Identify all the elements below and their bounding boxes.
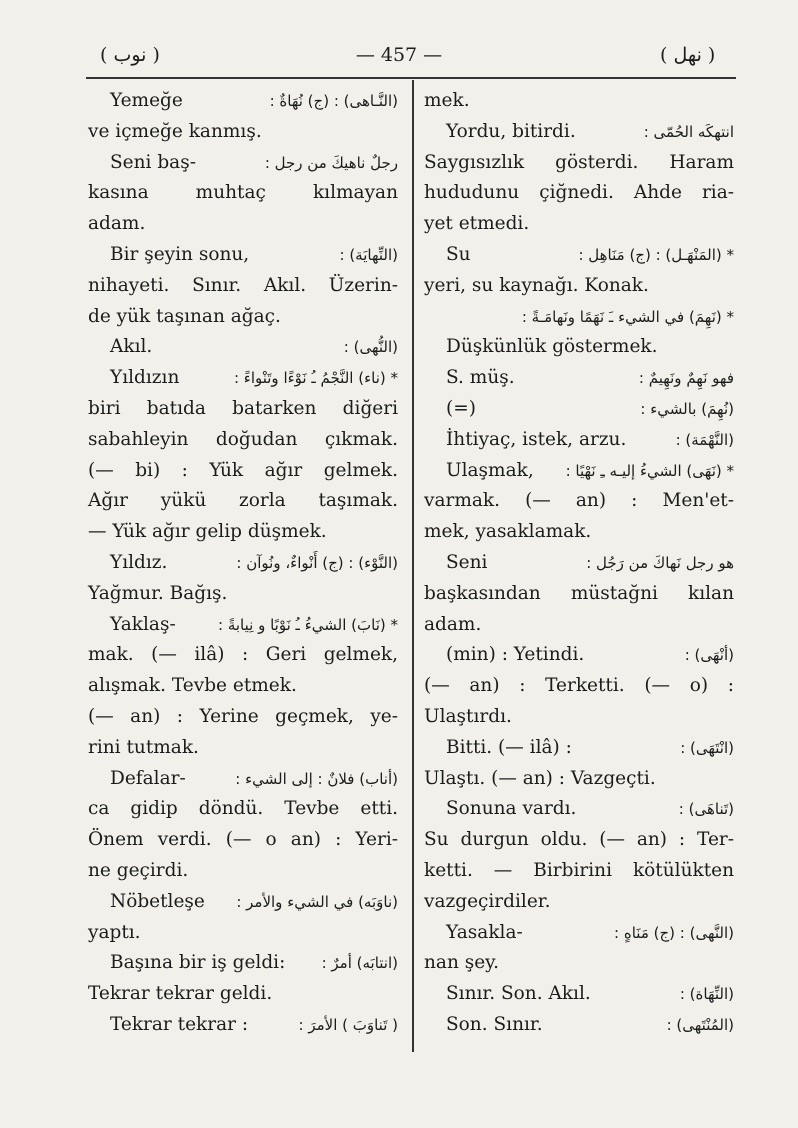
entry-text: Ulaştırdı. [424,705,512,727]
entry-line [424,856,734,887]
entry-line [424,918,734,949]
arabic-headword: (تَناهَى) : [678,800,734,819]
arabic-headword: هو رجل نَهاكَ من رَجُل : [586,553,734,572]
entry-line [88,302,398,333]
entry-text: Defalar- [110,767,186,789]
entry-line [424,517,734,548]
entry-line [88,394,398,425]
entry-text: kasına muhtaç kılmayan [88,182,398,204]
entry-line [424,948,734,979]
arabic-headword: فهو نَهِمٌ ونَهِيمٌ : [638,369,734,388]
entry-line [424,209,734,240]
arabic-headword: * (نَابَ) الشيءُ ـُ نَوْبًا و نِيابةً : [218,615,398,634]
entry-line [88,825,398,856]
entry-text: adam. [88,213,146,235]
entry-text: Sınır. Son. Akıl. [446,983,591,1005]
entry-text: nihayeti. Sınır. Akıl. Üzerin- [88,274,398,296]
arabic-headword: (أنْهَى) : [684,646,734,665]
arabic-headword: رجلٌ ناهيكَ من رجل : [264,153,398,172]
entry-text: (min) : Yetindi. [446,644,585,666]
entry-line [88,148,398,179]
entry-text: mek. [424,90,470,111]
arabic-headword: (انْتَهَى) : [680,738,734,757]
entry-line [88,548,398,579]
entry-text: Yıldız. [110,551,168,573]
entry-text: Önem verdi. (— o an) : Yeri- [88,829,398,851]
entry-text: mak. (— ilâ) : Geri gelmek, [88,644,398,666]
entry-line [424,764,734,795]
entry-text: Ulaşmak, [446,459,534,481]
entry-line [424,117,734,148]
entry-line [88,948,398,979]
arabic-headword: * (المَنْهَـل) : (ج) مَنَاهِل : [578,245,734,264]
entry-line [88,918,398,949]
arabic-headword: * (نَهَى) الشيءُ إليـه ـِ نَهْيًا : [565,461,734,480]
entry-line [88,856,398,887]
entry-line [424,825,734,856]
entry-text: S. müş. [446,367,515,389]
entry-line [88,640,398,671]
entry-line [88,178,398,209]
entry-line [424,702,734,733]
entry-line [424,610,734,641]
entry-text: Saygısızlık gösterdi. Haram [424,151,734,173]
arabic-headword: (النُّهى) : [343,338,398,357]
entry-line [424,733,734,764]
header-left-root: ( نوب ) [100,44,160,66]
entry-line [424,363,734,394]
entry-line [88,486,398,517]
arabic-headword: انتهكَه الحُمّى : [643,122,734,141]
entry-text: ca gidip döndü. Tevbe etti. [88,798,398,820]
entry-line [424,887,734,918]
entry-text: Tekrar tekrar geldi. [88,983,273,1005]
page-number: — 457 — [355,44,443,66]
arabic-headword: (أناب) فلانٌ : إلى الشيء : [235,769,398,788]
arabic-headword: (النَّهْمَة) : [675,430,734,449]
entry-text: (=) [446,397,476,419]
entry-line [424,579,734,610]
entry-line [424,640,734,671]
entry-text: Bitti. (— ilâ) : [446,736,572,758]
entry-line [88,610,398,641]
entry-line [424,1010,734,1041]
entry-text: yaptı. [88,921,141,943]
entry-text: adam. [424,613,482,635]
header-right-root: ( نهل ) [660,44,716,66]
entry-line [424,148,734,179]
entry-line [88,1010,398,1041]
right-column [424,86,734,1041]
entry-line [88,86,398,117]
entry-line [88,579,398,610]
entry-line [424,86,734,117]
entry-text: yeri, su kaynağı. Konak. [424,274,649,296]
entry-line [424,302,734,333]
entry-text: rini tutmak. [88,736,199,758]
entry-text: Tekrar tekrar : [110,1013,249,1035]
entry-text: Ulaştı. (— an) : Vazgeçti. [424,767,656,789]
entry-text: Seni baş- [110,151,196,173]
arabic-headword: (النِّهَاة) : [679,985,734,1004]
entry-line [88,517,398,548]
entry-text: Son. Sınır. [446,1013,543,1035]
arabic-headword: * (ناء) النَّجْمُ ـُ نَوْءًا وتَنْواءً : [233,369,398,388]
entry-text: Yordu, bitirdi. [446,120,576,142]
entry-text: Akıl. [110,336,153,358]
entry-text: mek, yasaklamak. [424,521,592,543]
entry-text: Nöbetleşe [110,890,205,912]
entry-line [424,979,734,1010]
entry-text: Bir şeyin sonu, [110,243,250,265]
arabic-headword: (النَّـاهى) : (ج) نُهَاةٌ : [269,92,398,110]
arabic-headword: (انتابَه) أمرٌ : [321,954,398,973]
entry-text: (— an) : Terketti. (— o) : [424,675,734,697]
entry-text: Başına bir iş geldi: [110,952,286,974]
entry-text: Yasakla- [446,921,523,943]
entry-text: Yıldızın [110,367,180,389]
entry-line [88,271,398,302]
arabic-headword: ( تَناوَبَ ) الأمرَ : [298,1015,398,1034]
entry-line [88,425,398,456]
arabic-headword: (النَّهى) : (ج) مَنَاهٍ : [614,923,734,942]
entry-text: nan şey. [424,952,500,974]
entry-line [424,240,734,271]
entry-line [424,332,734,363]
entry-line [424,178,734,209]
entry-text: Sonuna vardı. [446,798,577,820]
entry-line [88,240,398,271]
entry-text: alışmak. Tevbe etmek. [88,675,297,697]
left-column [88,86,398,1041]
entry-line [88,209,398,240]
entry-text: de yük taşınan ağaç. [88,305,281,327]
entry-line [424,394,734,425]
arabic-headword: * (نَهِمَ) في الشيء ـَ نَهَمًا ونَهامَـةً : [521,307,734,326]
entry-text: (— bi) : Yük ağır gelmek. [88,459,398,481]
entry-text: Seni [446,551,488,573]
entry-text: Yağmur. Bağış. [88,582,228,604]
entry-text: Su [446,243,471,265]
entry-text: varmak. (— an) : Men'et- [424,490,734,512]
entry-text: Yaklaş- [110,613,176,635]
column-divider [412,80,414,1052]
entry-line [88,671,398,702]
entry-line [88,794,398,825]
entry-text: başkasından müstağni kılan [424,582,734,604]
arabic-headword: (ناوَبَه) في الشيء والأمر : [236,892,398,911]
entry-text: Su durgun oldu. (— an) : Ter- [424,829,734,851]
arabic-headword: (النِّهايَة) : [339,245,398,264]
entry-line [88,887,398,918]
entry-text: — Yük ağır gelip düşmek. [88,521,327,543]
header-rule [86,77,736,79]
entry-line [88,702,398,733]
entry-line [424,671,734,702]
entry-line [88,764,398,795]
entry-line [424,271,734,302]
entry-line [88,363,398,394]
entry-text: İhtiyaç, istek, arzu. [446,428,627,450]
entry-line [424,456,734,487]
entry-line [424,794,734,825]
entry-line [88,733,398,764]
entry-text: ketti. — Birbirini kötülükten [424,859,734,881]
arabic-headword: (المُنْتَهى) : [666,1015,734,1034]
entry-line [424,548,734,579]
entry-text: hududunu çiğnedi. Ahde ria- [424,182,734,204]
entry-text: Düşkünlük göstermek. [446,336,658,358]
entry-text: vazgeçirdiler. [424,890,551,912]
arabic-headword: (النَّوْء) : (ج) أَنْواءٌ، ونُوآن : [236,553,398,572]
entry-text: biri batıda batarken diğeri [88,397,398,419]
entry-line [88,979,398,1010]
entry-text: Yemeğe [110,90,183,111]
entry-text: yet etmedi. [424,213,530,235]
entry-text: ve içmeğe kanmış. [88,120,262,142]
entry-text: Ağır yükü zorla taşımak. [88,490,398,512]
entry-text: sabahleyin doğudan çıkmak. [88,428,398,450]
entry-line [424,486,734,517]
entry-line [88,117,398,148]
entry-text: ne geçirdi. [88,859,189,881]
arabic-headword: (نُهِمَ) بالشيء : [640,399,734,418]
entry-line [424,425,734,456]
entry-line [88,332,398,363]
entry-text: (— an) : Yerine geçmek, ye- [88,705,398,727]
entry-line [88,456,398,487]
